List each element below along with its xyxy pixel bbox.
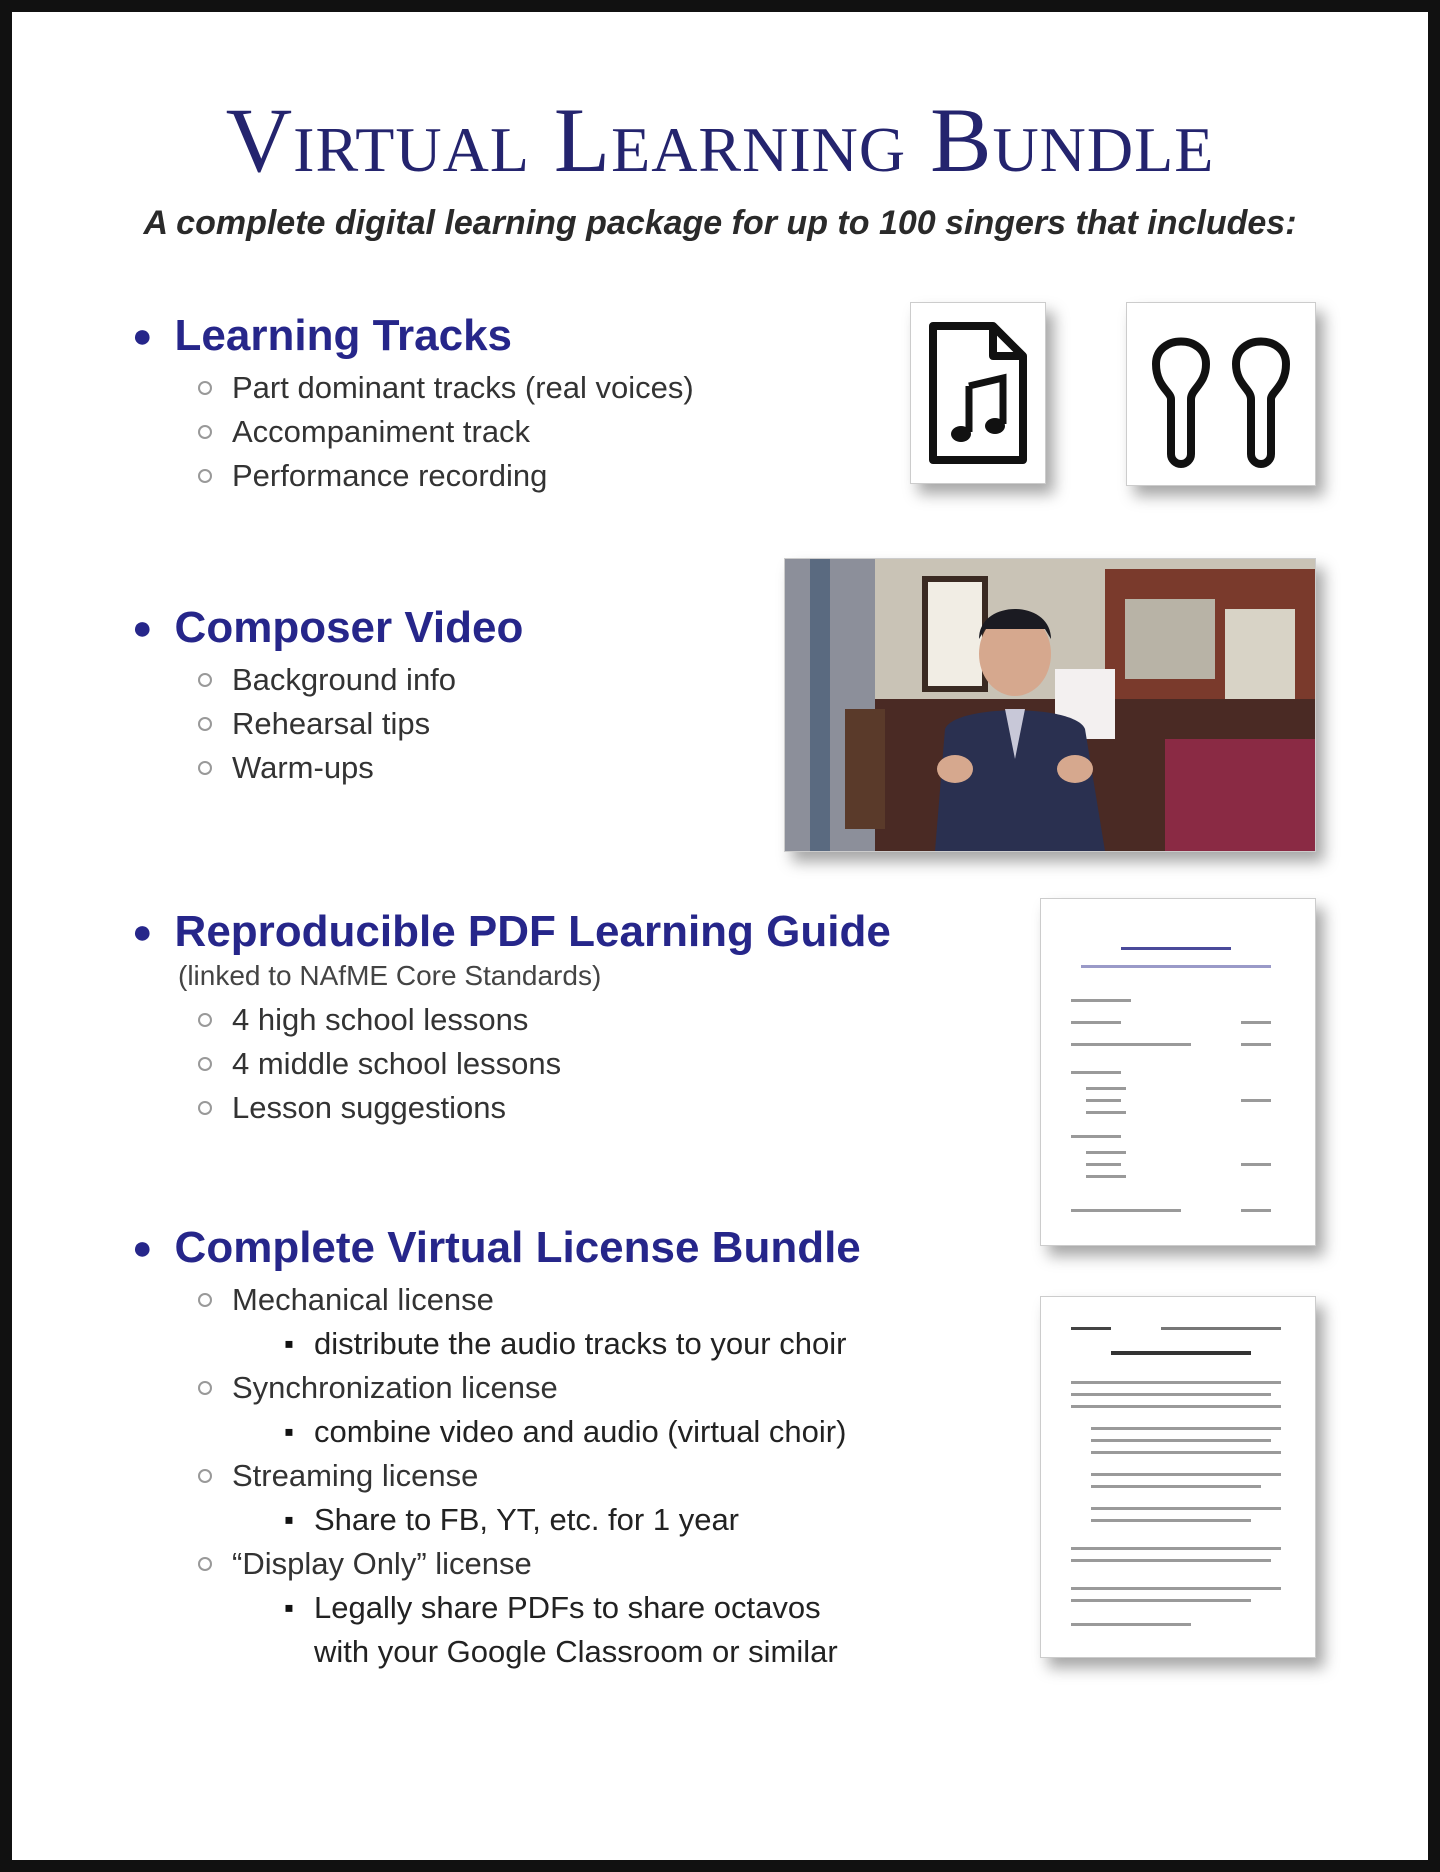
- composer-video-thumbnail: [784, 558, 1316, 852]
- list-item: [232, 746, 523, 790]
- square-bullet-icon: ▪: [284, 1592, 294, 1624]
- list-item-label: Performance recording: [232, 458, 548, 494]
- doc-line: [1071, 1209, 1181, 1212]
- list-item: [232, 658, 523, 702]
- list-item: [232, 454, 694, 498]
- square-bullet-icon: ▪: [284, 1416, 294, 1448]
- list-item: [232, 1042, 891, 1086]
- sub-list-item: [284, 1586, 861, 1674]
- square-bullet-icon: ▪: [284, 1504, 294, 1536]
- section-learning-tracks: [132, 312, 694, 498]
- doc-line: [1086, 1111, 1126, 1114]
- sub-items: [232, 1586, 861, 1674]
- doc-line: [1071, 1405, 1281, 1408]
- list-item: [232, 366, 694, 410]
- flyer-page: [12, 12, 1428, 1860]
- sub-list-item-label: Legally share PDFs to share octavos: [314, 1590, 821, 1626]
- list-item-label: Background info: [232, 662, 457, 698]
- list-item: [232, 998, 891, 1042]
- doc-line: [1086, 1151, 1126, 1154]
- doc-line: [1091, 1473, 1281, 1476]
- doc-line: [1086, 1087, 1126, 1090]
- license-document-thumbnail: [1040, 1296, 1316, 1658]
- doc-line: [1071, 1623, 1191, 1626]
- list-item: [232, 1366, 861, 1454]
- list-item: [232, 1542, 861, 1674]
- circle-bullet-icon: [198, 381, 212, 395]
- doc-line: [1091, 1507, 1281, 1510]
- doc-line: [1241, 1209, 1271, 1212]
- list-item-label: Part dominant tracks (real voices): [232, 370, 694, 406]
- list-item-label: 4 high school lessons: [232, 1002, 529, 1038]
- doc-line: [1071, 1599, 1251, 1602]
- list-item: [232, 702, 523, 746]
- sub-items: [232, 1322, 861, 1366]
- doc-line: [1071, 999, 1131, 1002]
- list-item-label: Lesson suggestions: [232, 1090, 507, 1126]
- circle-bullet-icon: [198, 717, 212, 731]
- circle-bullet-icon: [198, 1013, 212, 1027]
- list-item: [232, 410, 694, 454]
- circle-bullet-icon: [198, 1557, 212, 1571]
- circle-bullet-icon: [198, 1469, 212, 1483]
- doc-line: [1071, 1135, 1121, 1138]
- doc-line: [1091, 1485, 1261, 1488]
- section-license-bundle: [132, 1224, 861, 1674]
- section-heading: [132, 1224, 861, 1272]
- section-items: [132, 1278, 861, 1674]
- circle-bullet-icon: [198, 673, 212, 687]
- doc-line: [1086, 1099, 1121, 1102]
- sub-list-item: [284, 1322, 861, 1366]
- sub-list-item-label: distribute the audio tracks to your choir: [314, 1326, 847, 1362]
- sub-list-item: [284, 1498, 861, 1542]
- section-heading: [132, 312, 694, 360]
- doc-line: [1091, 1427, 1281, 1430]
- doc-title-line: [1111, 1351, 1251, 1355]
- circle-bullet-icon: [198, 1101, 212, 1115]
- sub-list-item: [284, 1410, 861, 1454]
- section-heading: [132, 908, 891, 956]
- list-item-label: Rehearsal tips: [232, 706, 431, 742]
- sub-list-item-label: combine video and audio (virtual choir): [314, 1414, 847, 1450]
- sub-list-item-label: Share to FB, YT, etc. for 1 year: [314, 1502, 740, 1538]
- doc-line: [1091, 1519, 1251, 1522]
- list-item: [232, 1278, 861, 1366]
- list-item-label: Mechanical license: [232, 1282, 494, 1318]
- doc-line: [1071, 1327, 1111, 1330]
- earbuds-icon: [1126, 302, 1316, 486]
- section-title: Learning Tracks: [174, 311, 513, 360]
- section-title: Complete Virtual License Bundle: [174, 1223, 861, 1272]
- doc-title-line: [1121, 947, 1231, 950]
- list-item-label: Warm-ups: [232, 750, 374, 786]
- circle-bullet-icon: [198, 761, 212, 775]
- doc-line: [1071, 1547, 1281, 1550]
- section-items: [132, 658, 523, 790]
- doc-line: [1241, 1021, 1271, 1024]
- doc-line: [1071, 1393, 1271, 1396]
- sub-list-item-label: with your Google Classroom or similar: [314, 1634, 838, 1670]
- list-item: [232, 1454, 861, 1542]
- section-composer-video: [132, 604, 523, 790]
- bullet-icon: ●: [132, 1228, 153, 1267]
- doc-line: [1091, 1439, 1271, 1442]
- section-items: [132, 366, 694, 498]
- doc-line: [1086, 1163, 1121, 1166]
- doc-line: [1071, 1381, 1281, 1384]
- doc-line: [1081, 965, 1271, 968]
- list-item-label: “Display Only” license: [232, 1546, 532, 1582]
- circle-bullet-icon: [198, 1293, 212, 1307]
- list-item-label: Streaming license: [232, 1458, 479, 1494]
- list-item-label: 4 middle school lessons: [232, 1046, 562, 1082]
- doc-line: [1086, 1175, 1126, 1178]
- page-title: Virtual Learning Bundle: [225, 89, 1215, 191]
- doc-line: [1071, 1021, 1121, 1024]
- doc-line: [1071, 1043, 1191, 1046]
- bullet-icon: ●: [132, 316, 153, 355]
- circle-bullet-icon: [198, 425, 212, 439]
- bullet-icon: ●: [132, 608, 153, 647]
- section-note: (linked to NAfME Core Standards): [178, 960, 602, 992]
- learning-guide-thumbnail: [1040, 898, 1316, 1246]
- list-item-label: Synchronization license: [232, 1370, 558, 1406]
- section-items: [132, 998, 891, 1130]
- section-title: Composer Video: [174, 603, 524, 652]
- section-learning-guide: [132, 908, 891, 1130]
- circle-bullet-icon: [198, 1057, 212, 1071]
- doc-line: [1241, 1099, 1271, 1102]
- doc-line: [1241, 1043, 1271, 1046]
- music-file-icon: [910, 302, 1046, 484]
- list-item-label: Accompaniment track: [232, 414, 531, 450]
- doc-line: [1091, 1451, 1281, 1454]
- doc-line: [1071, 1071, 1121, 1074]
- section-title: Reproducible PDF Learning Guide: [174, 907, 891, 956]
- bullet-icon: ●: [132, 912, 153, 951]
- doc-line: [1161, 1327, 1281, 1330]
- circle-bullet-icon: [198, 1381, 212, 1395]
- page-subtitle: A complete digital learning package for up to 100 singers that includes:: [143, 204, 1297, 242]
- square-bullet-icon: ▪: [284, 1328, 294, 1360]
- doc-line: [1241, 1163, 1271, 1166]
- section-heading: [132, 604, 523, 652]
- sub-items: [232, 1410, 861, 1454]
- list-item: [232, 1086, 891, 1130]
- sub-items: [232, 1498, 861, 1542]
- doc-line: [1071, 1559, 1271, 1562]
- doc-line: [1071, 1587, 1281, 1590]
- circle-bullet-icon: [198, 469, 212, 483]
